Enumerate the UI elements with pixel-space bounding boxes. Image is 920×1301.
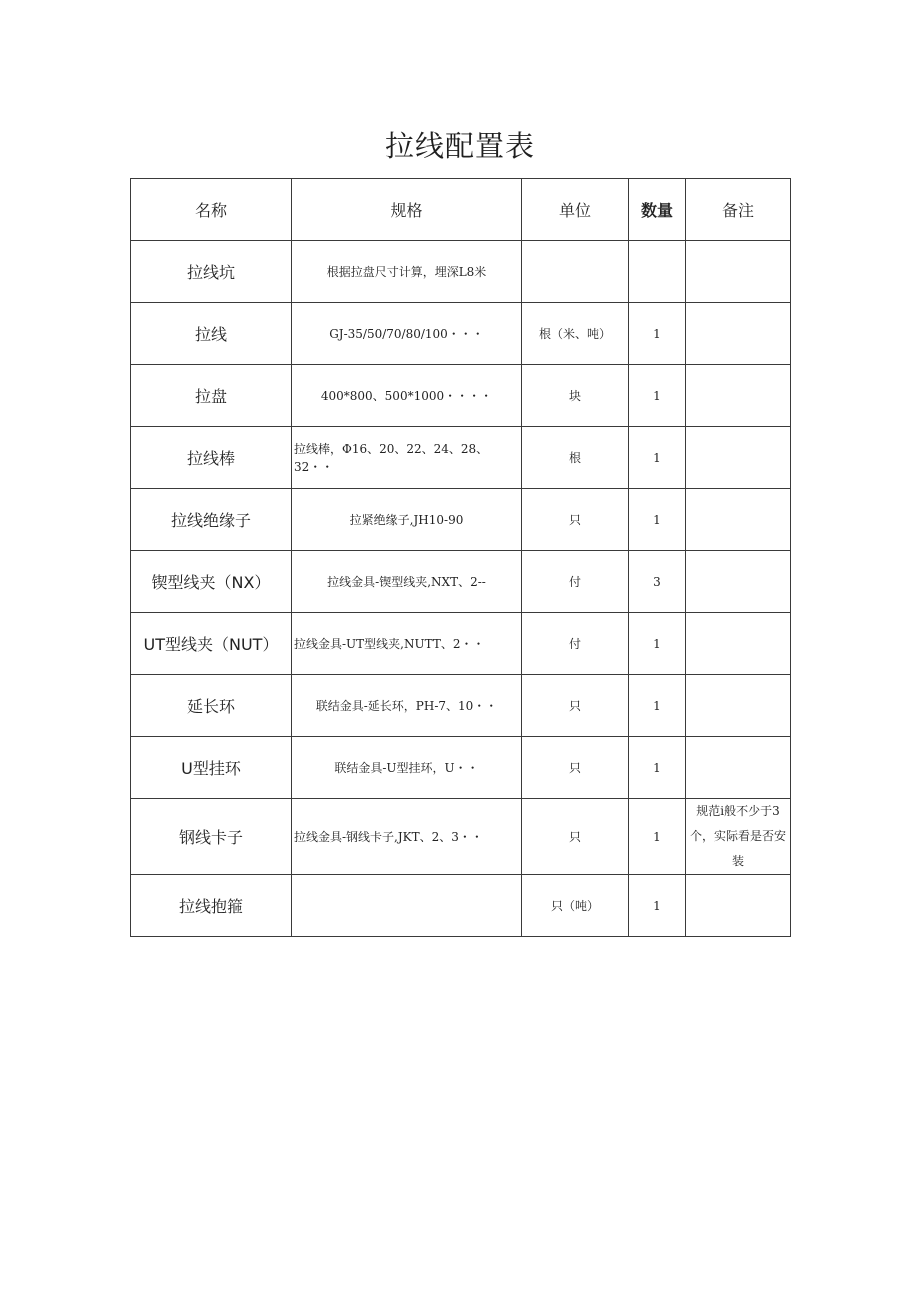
table-header-row <box>131 179 791 241</box>
cell-unit: 只 <box>522 675 629 737</box>
cell-name: U型挂环 <box>131 737 292 799</box>
cell-note <box>686 489 791 551</box>
cell-unit: 块 <box>522 365 629 427</box>
cell-spec: 拉线金具-锲型线夹,NXT、2-- <box>292 551 522 613</box>
cell-note <box>686 613 791 675</box>
cell-unit: 根（米、吨） <box>522 303 629 365</box>
cell-spec <box>292 875 522 937</box>
table-row <box>131 303 791 365</box>
header-qty: 数量 <box>629 179 686 241</box>
cell-unit: 根 <box>522 427 629 489</box>
cell-qty: 1 <box>629 675 686 737</box>
table-row <box>131 365 791 427</box>
cell-note <box>686 675 791 737</box>
cell-note <box>686 551 791 613</box>
cell-name: 拉线 <box>131 303 292 365</box>
cell-spec: 联结金具-延长环，PH-7、10・・ <box>292 675 522 737</box>
header-note: 备注 <box>686 179 791 241</box>
table-row <box>131 675 791 737</box>
cell-name: UT型线夹（NUT） <box>131 613 292 675</box>
cell-spec: 拉线棒，Φ16、20、22、24、28、32・・ <box>292 427 522 489</box>
cell-note <box>686 427 791 489</box>
header-name: 名称 <box>131 179 292 241</box>
table-row <box>131 875 791 937</box>
cell-name: 拉线绝缘子 <box>131 489 292 551</box>
cell-note <box>686 365 791 427</box>
cell-spec: 400*800、500*1000・・・・ <box>292 365 522 427</box>
cell-qty: 1 <box>629 365 686 427</box>
cell-unit: 只 <box>522 489 629 551</box>
table-row <box>131 737 791 799</box>
cell-name: 钢线卡子 <box>131 799 292 875</box>
cell-qty: 1 <box>629 799 686 875</box>
table-row <box>131 489 791 551</box>
cell-qty: 1 <box>629 427 686 489</box>
cell-qty: 1 <box>629 489 686 551</box>
cell-note: 规范i般不少于3个，实际看是否安装 <box>686 799 791 875</box>
cell-note <box>686 875 791 937</box>
table-row <box>131 551 791 613</box>
table-row <box>131 427 791 489</box>
cell-spec: 联结金具-U型挂环，U・・ <box>292 737 522 799</box>
cell-qty: 3 <box>629 551 686 613</box>
table-row <box>131 799 791 875</box>
cell-name: 拉线坑 <box>131 241 292 303</box>
page-title: 拉线配置表 <box>384 129 535 163</box>
cell-unit: 只（吨） <box>522 875 629 937</box>
config-table <box>130 178 791 937</box>
cell-unit: 只 <box>522 737 629 799</box>
cell-qty: 1 <box>629 613 686 675</box>
cell-spec: 拉紧绝缘子,JH10-90 <box>292 489 522 551</box>
cell-spec: GJ-35/50/70/80/100・・・ <box>292 303 522 365</box>
cell-spec: 拉线金具-UT型线夹,NUTT、2・・ <box>292 613 522 675</box>
cell-note <box>686 737 791 799</box>
cell-unit <box>522 241 629 303</box>
cell-name: 延长环 <box>131 675 292 737</box>
cell-unit: 付 <box>522 551 629 613</box>
cell-name: 拉线抱箍 <box>131 875 292 937</box>
cell-qty: 1 <box>629 303 686 365</box>
header-spec: 规格 <box>292 179 522 241</box>
cell-qty <box>629 241 686 303</box>
cell-name: 锲型线夹（NX） <box>131 551 292 613</box>
table-row <box>131 613 791 675</box>
cell-note <box>686 241 791 303</box>
cell-name: 拉盘 <box>131 365 292 427</box>
cell-qty: 1 <box>629 875 686 937</box>
cell-spec: 拉线金具-钢线卡子,JKT、2、3・・ <box>292 799 522 875</box>
header-unit: 单位 <box>522 179 629 241</box>
cell-qty: 1 <box>629 737 686 799</box>
cell-name: 拉线棒 <box>131 427 292 489</box>
cell-spec: 根据拉盘尺寸计算，埋深L8米 <box>292 241 522 303</box>
cell-unit: 付 <box>522 613 629 675</box>
cell-note <box>686 303 791 365</box>
cell-unit: 只 <box>522 799 629 875</box>
table-row <box>131 241 791 303</box>
